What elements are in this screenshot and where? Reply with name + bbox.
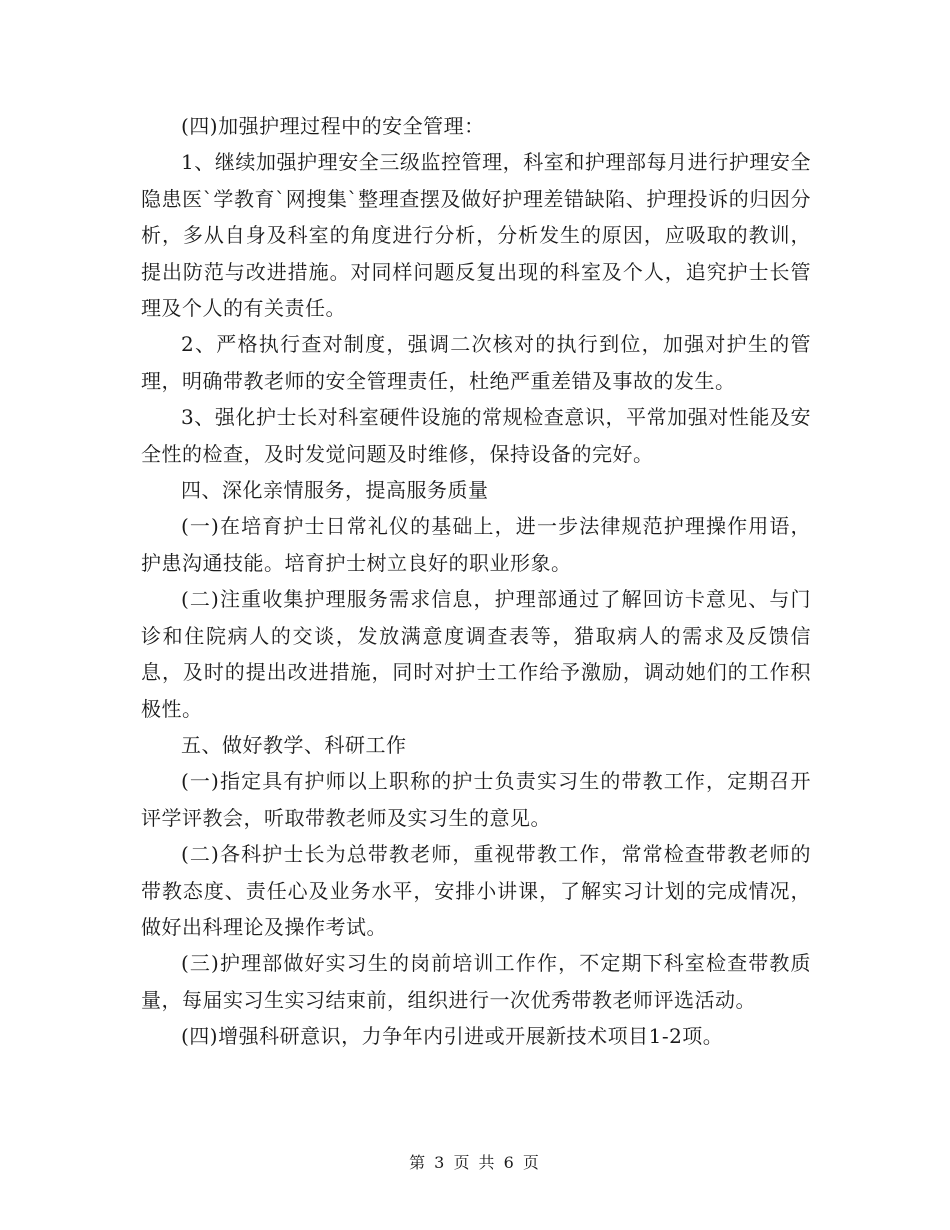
paragraph-intern-supervision: (一)指定具有护师以上职称的护士负责实习生的带教工作，定期召开评学评教会，听取带教老师及实习生的意见。 [141, 769, 811, 830]
document-body [141, 108, 811, 1055]
paragraph-etiquette-training: (一)在培育护士日常礼仪的基础上，进一步法律规范护理操作用语，护患沟通技能。培育护士树立良好的职业形象。 [141, 514, 811, 575]
paragraph-pre-job-training: (三)护理部做好实习生的岗前培训工作作，不定期下科室检查带教质量，每届实习生实习结束前，组织进行一次优秀带教老师评选活动。 [141, 951, 811, 1012]
paragraph-equipment-inspection: 3、强化护士长对科室硬件设施的常规检查意识，平常加强对性能及安全性的检查，及时发觉问题及时维修，保持设备的完好。 [141, 405, 811, 466]
paragraph-service-feedback: (二)注重收集护理服务需求信息，护理部通过了解回访卡意见、与门诊和住院病人的交谈，发放满意度调查表等，猎取病人的需求及反馈信息，及时的提出改进措施，同时对护士工作给予激励，调动她们的工作积极性。 [141, 587, 811, 721]
section-heading-service-quality: 四、深化亲情服务，提高服务质量 [181, 478, 489, 503]
paragraph-safety-monitoring: 1、继续加强护理安全三级监控管理，科室和护理部每月进行护理安全隐患医`学教育`网搜集`整理查摆及做好护理差错缺陷、护理投诉的归因分析，多从自身及科室的角度进行分析，分析发生的原因，应吸取的教训，提出防范与改进措施。对同样问题反复出现的科室及个人，追究护士长管理及个人的有关责任。 [141, 150, 811, 321]
section-heading-teaching-research: 五、做好教学、科研工作 [181, 732, 407, 757]
section-heading-safety-management: (四)加强护理过程中的安全管理： [181, 114, 485, 138]
paragraph-check-system: 2、严格执行查对制度，强调二次核对的执行到位，加强对护生的管理，明确带教老师的安全管理责任，杜绝严重差错及事故的发生。 [141, 332, 811, 393]
paragraph-research-awareness: (四)增强科研意识，力争年内引进或开展新技术项目1-2项。 [181, 1024, 724, 1049]
paragraph-head-nurse-teaching: (二)各科护士长为总带教老师，重视带教工作，常常检查带教老师的带教态度、责任心及业务水平，安排小讲课，了解实习计划的完成情况，做好出科理论及操作考试。 [141, 842, 811, 939]
page-number-footer: 第 3 页 共 6 页 [409, 1153, 541, 1172]
